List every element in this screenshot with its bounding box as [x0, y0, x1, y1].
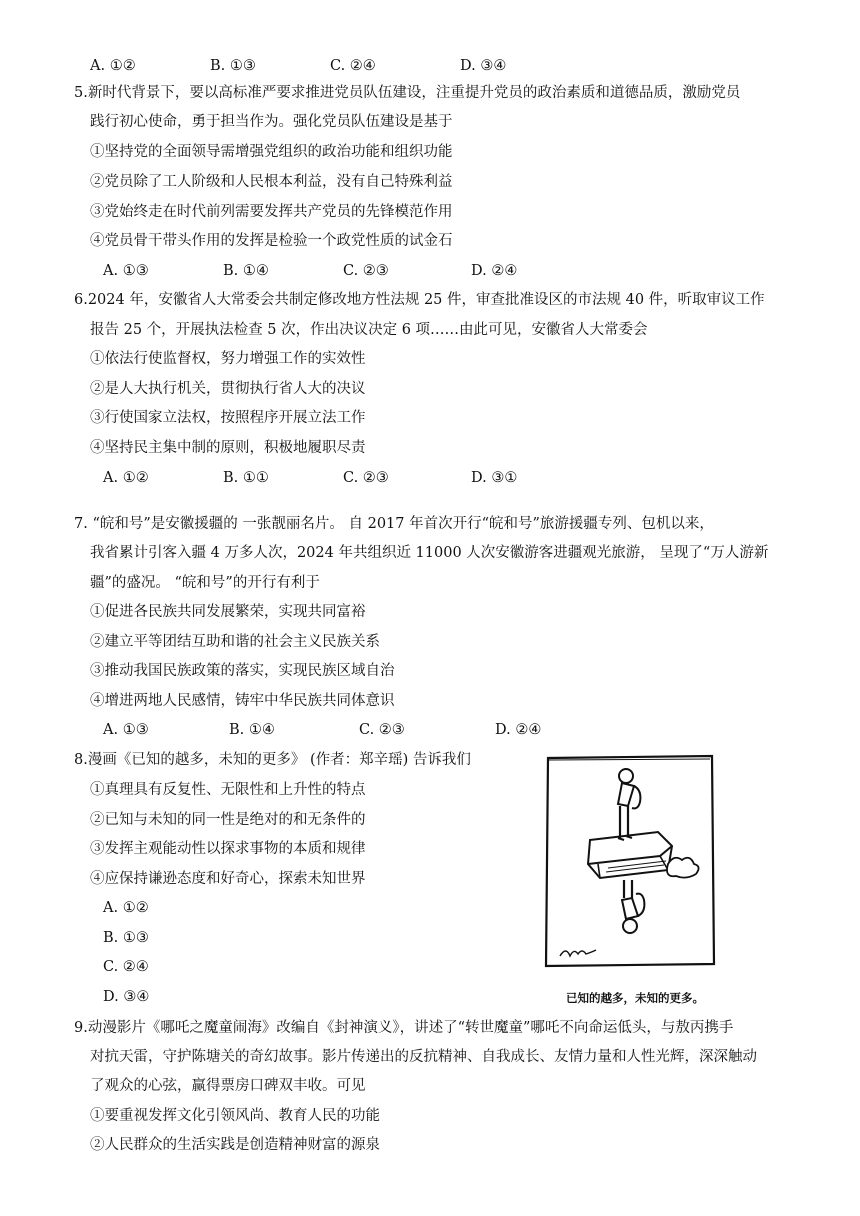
q8-option-c[interactable]: C. ②④ [103, 959, 149, 975]
q6-stem-line-2: 报告 25 个，开展执法检查 5 次，作出决议决定 6 项……由此可见，安徽省人大常委会 [90, 322, 648, 338]
q5-option-c[interactable]: C. ②③ [343, 263, 389, 279]
q5-item-4: ④党员骨干带头作用的发挥是检验一个政党性质的试金石 [90, 233, 453, 249]
q7-option-c[interactable]: C. ②③ [359, 722, 405, 738]
q6-option-b[interactable]: B. ①① [223, 470, 269, 486]
q7-option-b[interactable]: B. ①④ [229, 722, 275, 738]
q6-options [103, 468, 703, 488]
q6-option-a[interactable]: A. ①② [103, 470, 149, 486]
q8-item-4: ④应保持谦逊态度和好奇心，探索未知世界 [90, 871, 366, 887]
q6-item-2: ②是人大执行机关，贯彻执行省人大的决议 [90, 381, 366, 397]
q4-option-c[interactable]: C. ②④ [330, 58, 376, 74]
q9-stem-line-3: 了观众的心弦，赢得票房口碑双丰收。可见 [90, 1078, 366, 1094]
q5-stem-line-1: 5.新时代背景下，要以高标准严要求推进党员队伍建设，注重提升党员的政治素质和道德品质，激励党员 [74, 85, 741, 101]
q5-stem-line-2: 践行初心使命，勇于担当作为。强化党员队伍建设是基于 [90, 114, 453, 130]
q5-options [103, 261, 703, 281]
q8-item-3: ③发挥主观能动性以探求事物的本质和规律 [90, 841, 366, 857]
q6-option-c[interactable]: C. ②③ [343, 470, 389, 486]
q7-option-a[interactable]: A. ①③ [103, 722, 149, 738]
q8-stem: 8.漫画《已知的越多，未知的更多》 (作者：郑辛瑶) 告诉我们 [74, 752, 471, 768]
q9-item-2: ②人民群众的生活实践是创造精神财富的源泉 [90, 1137, 380, 1153]
cartoon-illustration [540, 752, 720, 1007]
q7-item-1: ①促进各民族共同发展繁荣，实现共同富裕 [90, 604, 366, 620]
q9-stem-line-2: 对抗天雷，守护陈塘关的奇幻故事。影片传递出的反抗精神、自我成长、友情力量和人性光辉，深深触动 [90, 1049, 757, 1065]
q6-option-d[interactable]: D. ③① [471, 470, 518, 486]
q5-item-1: ①坚持党的全面领导需增强党组织的政治功能和组织功能 [90, 144, 453, 160]
q4-option-d[interactable]: D. ③④ [460, 58, 507, 74]
cartoon-caption: 已知的越多，未知的更多。 [566, 991, 704, 1005]
q7-stem-line-1: 7. “皖和号”是安徽援疆的 一张靓丽名片。 自 2017 年首次开行“皖和号”旅游援疆专列、包机以来， [74, 516, 714, 532]
q5-option-d[interactable]: D. ②④ [471, 263, 518, 279]
q5-item-2: ②党员除了工人阶级和人民根本利益，没有自己特殊利益 [90, 174, 453, 190]
q5-option-b[interactable]: B. ①④ [223, 263, 269, 279]
q9-stem-line-1: 9.动漫影片《哪吒之魔童闹海》改编自《封神演义》，讲述了“转世魔童”哪吒不向命运低头，与敖丙携手 [74, 1020, 734, 1036]
q8-item-2: ②已知与未知的同一性是绝对的和无条件的 [90, 812, 366, 828]
q7-item-3: ③推动我国民族政策的落实，实现民族区域自治 [90, 663, 395, 679]
q7-option-d[interactable]: D. ②④ [495, 722, 542, 738]
q7-options [103, 720, 703, 740]
q4-options [90, 56, 690, 76]
q8-item-1: ①真理具有反复性、无限性和上升性的特点 [90, 782, 366, 798]
q7-item-2: ②建立平等团结互助和谐的社会主义民族关系 [90, 634, 380, 650]
q4-option-a[interactable]: A. ①② [90, 58, 136, 74]
q7-stem-line-2: 我省累计引客入疆 4 万多人次，2024 年共组织近 11000 人次安徽游客进疆观光旅游， 呈现了“万人游新 [90, 545, 769, 561]
q4-option-b[interactable]: B. ①③ [210, 58, 256, 74]
q8-option-a[interactable]: A. ①② [103, 900, 149, 916]
q9-item-1: ①要重视发挥文化引领风尚、教育人民的功能 [90, 1108, 380, 1124]
q5-option-a[interactable]: A. ①③ [103, 263, 149, 279]
q7-item-4: ④增进两地人民感情，铸牢中华民族共同体意识 [90, 693, 395, 709]
q8-option-b[interactable]: B. ①③ [103, 930, 149, 946]
q6-item-3: ③行使国家立法权，按照程序开展立法工作 [90, 410, 366, 426]
q6-item-4: ④坚持民主集中制的原则，积极地履职尽责 [90, 440, 366, 456]
q7-stem-line-3: 疆”的盛况。 “皖和号”的开行有利于 [90, 575, 320, 591]
q6-item-1: ①依法行使监督权，努力增强工作的实效性 [90, 351, 366, 367]
q8-option-d[interactable]: D. ③④ [103, 989, 150, 1005]
q5-item-3: ③党始终走在时代前列需要发挥共产党员的先锋模范作用 [90, 204, 453, 220]
q6-stem-line-1: 6.2024 年，安徽省人大常委会共制定修改地方性法规 25 件，审查批准设区的市法规 40 件，听取审议工作 [74, 292, 765, 308]
